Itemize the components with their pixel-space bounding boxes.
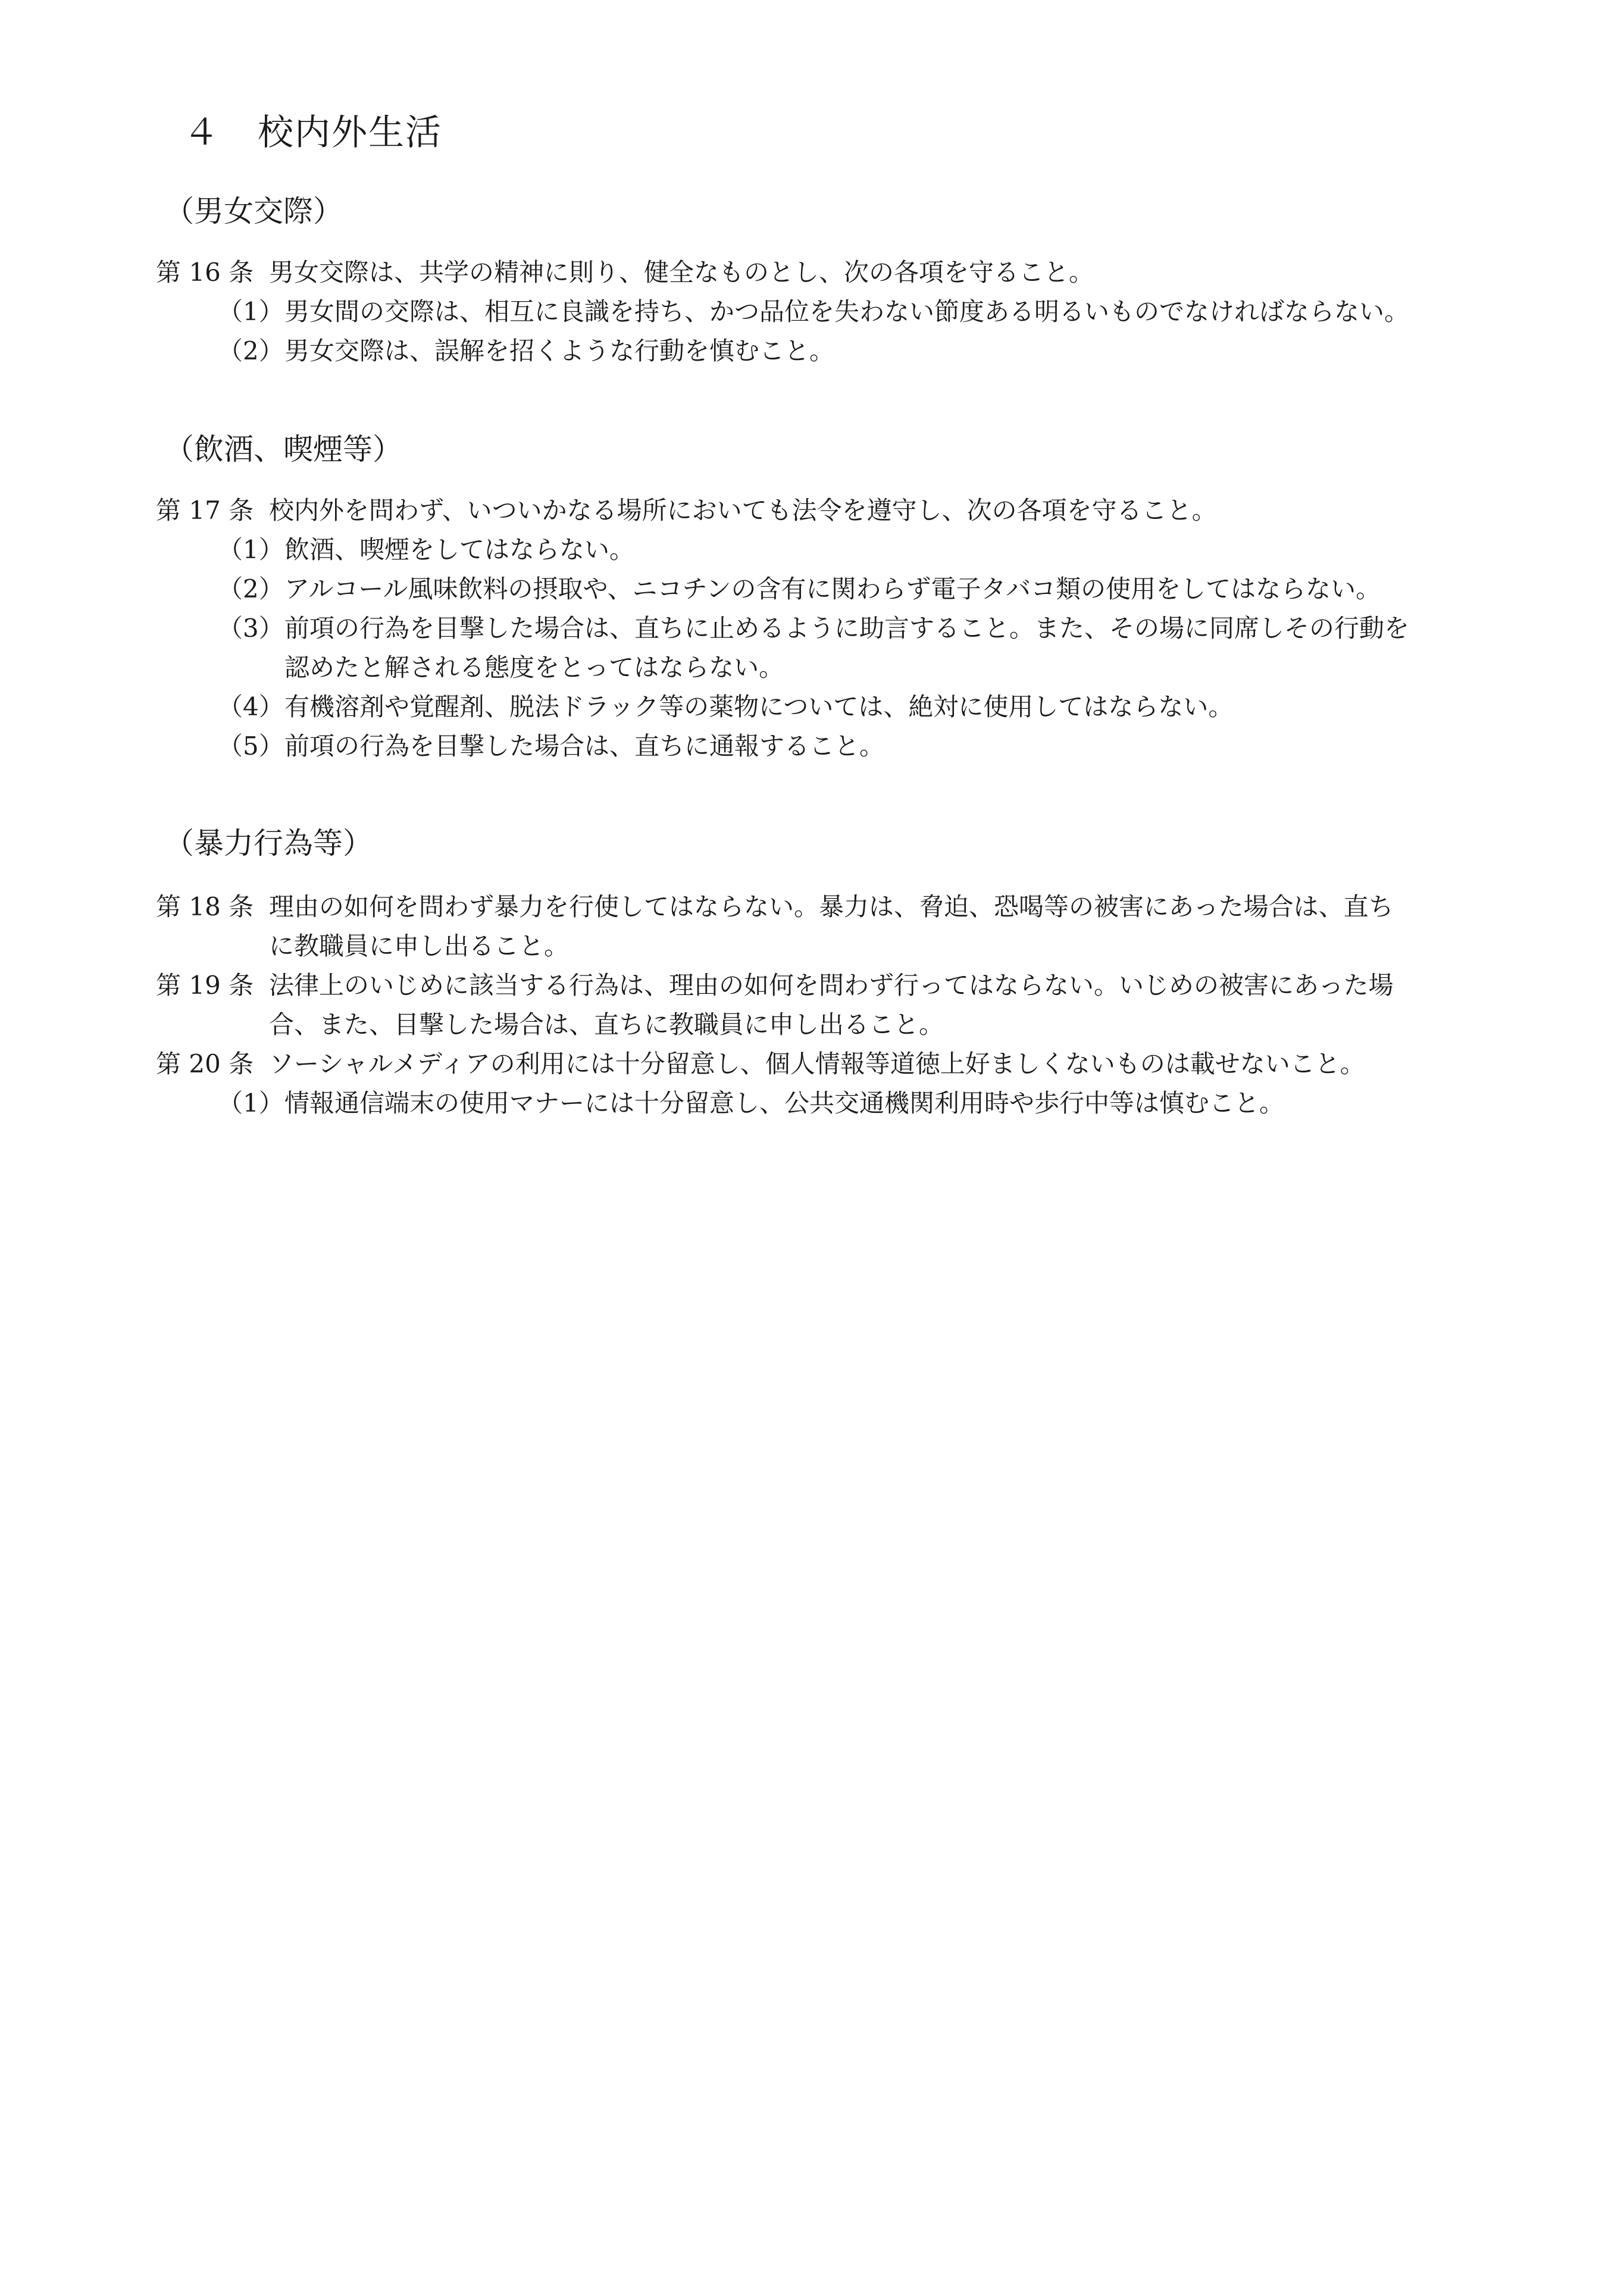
article-continuation: に教職員に申し出ること。 bbox=[269, 931, 570, 961]
article-18 bbox=[156, 889, 1394, 925]
item-label: （1） bbox=[218, 297, 284, 326]
item-label: （1） bbox=[218, 1088, 284, 1118]
section-heading-relationships: （男女交際） bbox=[164, 194, 343, 229]
chapter-number: ４ bbox=[183, 112, 220, 154]
article-text: ソーシャルメディアの利用には十分留意し、個人情報等道徳上好ましくないものは載せないこと。 bbox=[269, 1049, 1365, 1078]
list-item-continuation: 認めたと解される態度をとってはならない。 bbox=[284, 653, 784, 682]
item-text: 情報通信端末の使用マナーには十分留意し、公共交通機関利用時や歩行中等は慎むこと。 bbox=[284, 1088, 1285, 1118]
section-heading-drinking-smoking: （飲酒、喫煙等） bbox=[164, 432, 402, 467]
article-19 bbox=[156, 968, 1394, 1003]
item-label: （2） bbox=[218, 336, 284, 365]
article-label: 第 20 条 bbox=[156, 1049, 254, 1078]
article-label: 第 18 条 bbox=[156, 892, 254, 921]
list-item bbox=[218, 1086, 1284, 1121]
list-item bbox=[218, 611, 1409, 646]
article-text: 理由の如何を問わず暴力を行使してはならない。暴力は、脅迫、恐喝等の被害にあった場合は、直ち bbox=[269, 892, 1394, 921]
article-label: 第 16 条 bbox=[156, 258, 254, 287]
item-text: 男女間の交際は、相互に良識を持ち、かつ品位を失わない節度ある明るいものでなければならない。 bbox=[284, 297, 1410, 326]
item-label: （2） bbox=[218, 574, 284, 603]
list-item bbox=[218, 532, 634, 568]
list-item bbox=[218, 294, 1409, 330]
item-text: 前項の行為を目撃した場合は、直ちに止めるように助言すること。また、その場に同席しその行動を bbox=[284, 614, 1410, 643]
list-item bbox=[218, 728, 884, 764]
item-text: 男女交際は、誤解を招くような行動を慎むこと。 bbox=[284, 336, 835, 365]
item-text: 有機溶剤や覚醒剤、脱法ドラック等の薬物については、絶対に使用してはならない。 bbox=[284, 692, 1234, 721]
article-text: 校内外を問わず、いついかなる場所においても法令を遵守し、次の各項を守ること。 bbox=[269, 496, 1217, 525]
list-item bbox=[218, 689, 1233, 725]
list-item bbox=[218, 333, 834, 369]
item-label: （4） bbox=[218, 692, 284, 721]
item-label: （3） bbox=[218, 614, 284, 643]
item-label: （5） bbox=[218, 731, 284, 761]
article-continuation: 合、また、目撃した場合は、直ちに教職員に申し出ること。 bbox=[269, 1010, 944, 1039]
article-text: 男女交際は、共学の精神に則り、健全なものとし、次の各項を守ること。 bbox=[269, 258, 1094, 287]
item-text: 飲酒、喫煙をしてはならない。 bbox=[284, 535, 635, 564]
list-item bbox=[218, 571, 1381, 607]
article-text: 法律上のいじめに該当する行為は、理由の如何を問わず行ってはならない。いじめの被害にあった場 bbox=[269, 971, 1394, 1000]
chapter-title bbox=[183, 109, 442, 157]
item-label: （1） bbox=[218, 535, 284, 564]
article-20 bbox=[156, 1046, 1365, 1082]
article-label: 第 19 条 bbox=[156, 971, 254, 1000]
article-17 bbox=[156, 493, 1217, 528]
article-16 bbox=[156, 255, 1094, 290]
item-text: アルコール風味飲料の摂取や、ニコチンの含有に関わらず電子タバコ類の使用をしてはならない。 bbox=[284, 574, 1381, 603]
chapter-title-text: 校内外生活 bbox=[258, 112, 442, 154]
item-text: 前項の行為を目撃した場合は、直ちに通報すること。 bbox=[284, 731, 885, 761]
section-heading-violence: （暴力行為等） bbox=[164, 826, 373, 861]
article-label: 第 17 条 bbox=[156, 496, 254, 525]
